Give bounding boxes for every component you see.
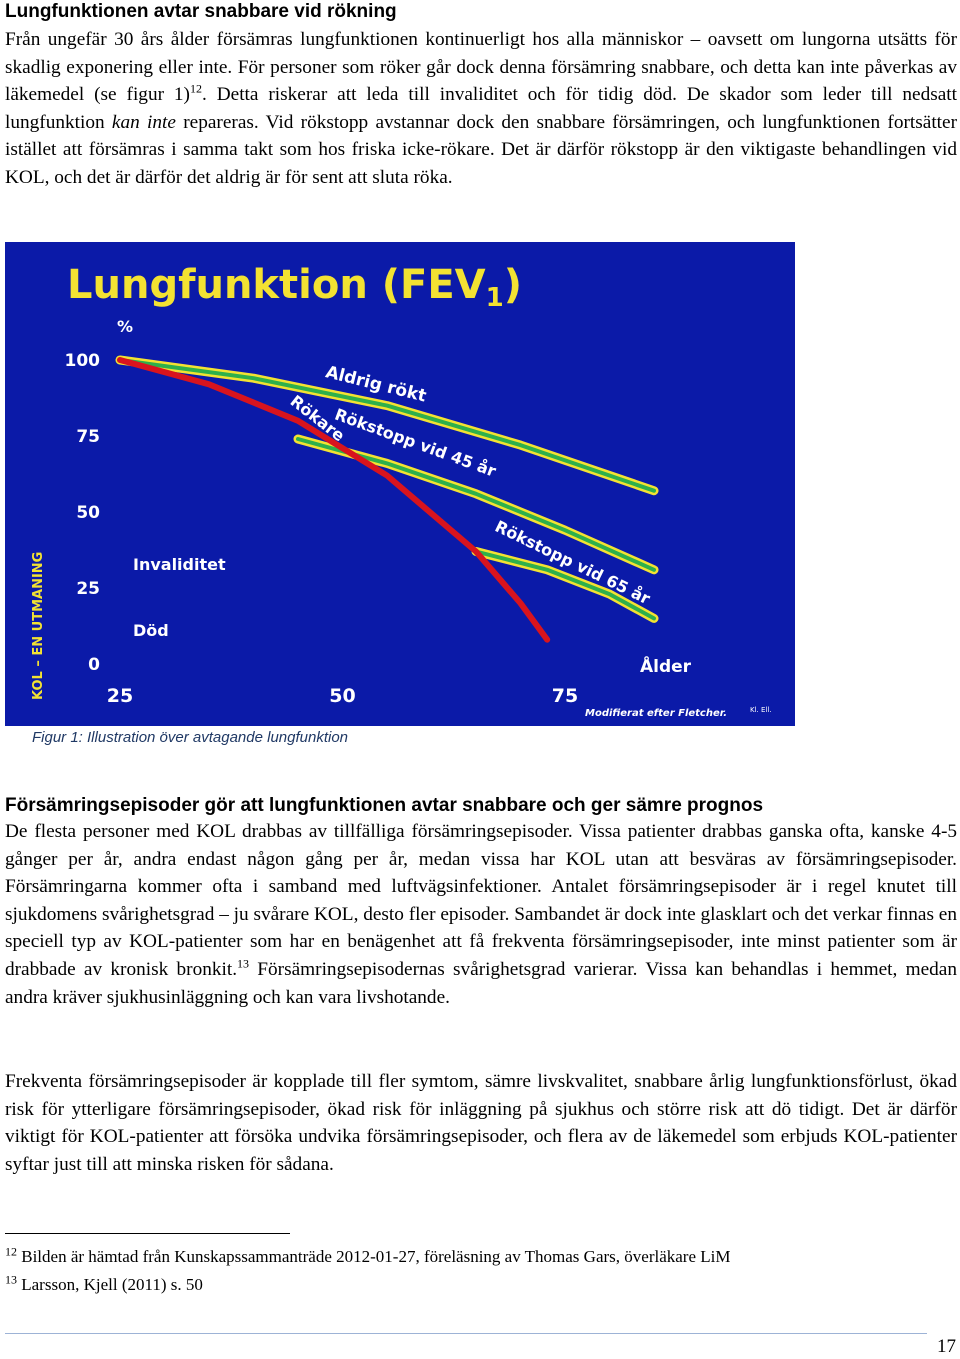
fev1-figure [5, 242, 795, 726]
paragraph-text: De flesta personer med KOL drabbas av tillfälliga försämringsepisoder. Vissa patienter drabbas ganska ofta, kanske 4-5 gånger per år, andra endast någon gång per år, medan vissa har KOL utan att besväras av försämringsepisoder. Försämringarna kommer ofta i samband med luftvägsinfektioner. Antalet försämringsepisoder är i regel knutet till sjukdomens svårighetsgrad – ju svårare KOL, desto fler episoder. Sambandet är dock inte glasklart och det verkar finnas en speciell typ av KOL-patienter som har en benägenhet att få frekventa försämringsepisoder, inte minst patienter som är drabbade av kronisk bronkit. [5, 821, 957, 980]
section-paragraph [5, 818, 957, 1011]
x-tick-label: 25 [106, 685, 134, 707]
y-tick-label: 75 [76, 427, 100, 447]
section-heading: Lungfunktionen avtar snabbare vid rökning [5, 1, 397, 22]
figure-caption: Figur 1: Illustration över avtagande lungfunktion [32, 729, 349, 746]
vertical-label: KOL – EN UTMANING [31, 551, 46, 700]
footnote-divider [5, 1233, 290, 1234]
page-number: 17 [937, 1336, 956, 1357]
annotation-invaliditet: Invaliditet [133, 555, 226, 574]
footnote-ref[interactable]: 13 [237, 956, 250, 971]
footnote-ref[interactable]: 12 [189, 81, 202, 96]
section-frekventa [5, 1068, 957, 1178]
fev1-chart [5, 242, 795, 726]
footnote-text: Larsson, Kjell (2011) s. 50 [21, 1275, 203, 1294]
footnote-number: 12 [5, 1244, 17, 1259]
y-unit-label: % [117, 317, 134, 336]
y-tick-label: 25 [76, 579, 100, 599]
footnote-text: Bilden är hämtad från Kunskapssammanträde 2012-01-27, föreläsning av Thomas Gars, överläkare LiM [21, 1247, 731, 1266]
page-divider [5, 1333, 927, 1334]
paragraph-text: repareras. Vid rökstopp avstannar dock den snabbare försämringen, och lungfunktionen fortsätter istället att försämras i samma takt som hos friska icke-rökare. Det är därför rökstopp är den viktigaste behandlingen vid KOL, och det är därför det aldrig är för sent att sluta röka. [5, 111, 958, 188]
section-paragraph [5, 26, 957, 192]
paragraph-text: Försämringsepisodernas svårighetsgrad varierar. Vissa kan behandlas i hemmet, medan andra kräver sjukhusinläggning och kan vara livshotande. [5, 958, 957, 1008]
section-lungfunktion [5, 0, 957, 192]
footnote-item [5, 1243, 730, 1271]
series-label: Rökstopp vid 65 år [492, 516, 654, 609]
series-label: Rökstopp vid 45 år [332, 404, 499, 481]
annotation-dod: Död [133, 621, 169, 640]
emphasis-text: kan inte [111, 111, 176, 133]
x-axis-label: Ålder [640, 657, 692, 677]
paragraph-text: . Detta riskerar att leda till invaliditet och för tidig död. De skador som leder till nedsatt lungfunktion [5, 84, 957, 133]
footnotes [5, 1243, 730, 1299]
paragraph-text: Från ungefär 30 års ålder försämras lungfunktionen kontinuerligt hos alla människor – oavsett om lungorna utsätts för skadlig exponering eller inte. För personer som röker går dock denna försämring snabbare, och detta kan inte påverkas av läkemedel (se figur 1) [5, 29, 957, 106]
figure-footer-small: Kl. Ell. [750, 706, 772, 714]
section-paragraph: Frekventa försämringsepisoder är kopplade till fler symtom, sämre livskvalitet, snabbare årlig lungfunktionsförlust, ökad risk för ytterligare försämringsepisoder, ökad risk för inläggning på sjukhus och större risk att dö tidigt. Det är därför viktigt för KOL-patienter att försöka undvika försämringsepisoder, och flera av de läkemedel som erbjuds KOL-patienter syftar just till att minska risken för sådana. [5, 1071, 957, 1175]
footnote-item [5, 1271, 730, 1299]
series-label: Aldrig rökt [323, 362, 429, 407]
x-tick-label: 75 [551, 685, 579, 707]
chart-title: Lungfunktion $(FEV_1)$ [67, 262, 523, 313]
section-heading: Försämringsepisoder gör att lungfunktionen avtar snabbare och ger sämre prognos [5, 795, 764, 816]
x-tick-label: 50 [329, 685, 356, 707]
figure-footer: Modifierat efter Fletcher. [585, 708, 728, 719]
y-tick-label: 50 [76, 503, 100, 523]
footnote-number: 13 [5, 1272, 17, 1287]
series-label: Rökare [286, 391, 349, 446]
y-tick-label: 100 [64, 351, 100, 371]
y-tick-label: 0 [88, 655, 100, 675]
section-forsamringsepisoder [5, 794, 957, 1011]
